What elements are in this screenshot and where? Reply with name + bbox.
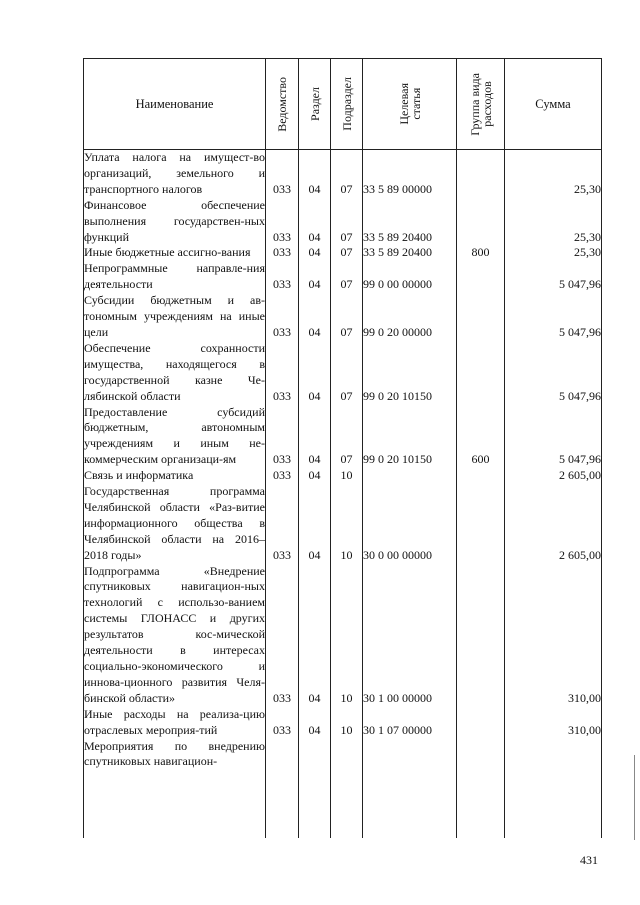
header-subsection: Подраздел [331,59,363,150]
row-sum-cell: 2 605,00 [505,484,602,564]
table-row [84,341,602,405]
row-sum-cell: 5 047,96 [505,261,602,293]
filler-cell [84,770,266,838]
row-sum-cell: 310,00 [505,707,602,739]
budget-table [83,58,602,838]
row-name-cell: Финансовое обеспечение выполнения государствен-ных функций [84,197,265,244]
row-dept-cell: 033 [266,468,299,484]
header-sum: Сумма [505,59,602,150]
row-sum-cell: 5 047,96 [505,341,602,405]
row-name-cell: Уплата налога на имущест-во организаций, земельного и транспортного налогов [84,150,265,196]
row-dept-cell: 033 [266,341,299,405]
row-group-cell: 800 [457,245,505,261]
table-row [84,293,602,341]
row-section-cell: 04 [299,293,331,341]
filler-cell [505,770,602,838]
row-section-cell: 04 [299,405,331,469]
row-target-cell: 30 1 00 00000 [363,564,457,707]
row-subsection-cell: 10 [331,707,363,739]
header-group: Группа вида расходов [457,59,505,150]
row-section-cell: 04 [299,198,331,246]
row-section-cell: 04 [299,468,331,484]
filler-cell [331,770,363,838]
row-dept-cell: 033 [266,261,299,293]
header-target: Целевая статья [363,59,457,150]
row-group-cell [457,261,505,293]
row-sum-cell: 25,30 [505,150,602,198]
row-dept-cell: 033 [266,245,299,261]
table-row [84,739,602,771]
row-subsection-cell: 07 [331,293,363,341]
row-dept-cell: 033 [266,405,299,469]
table-row [84,484,602,564]
table-row [84,198,602,246]
header-name: Наименование [84,59,266,150]
row-sum-cell [505,739,602,771]
row-sum-cell: 2 605,00 [505,468,602,484]
page-number: 431 [580,853,598,867]
row-section-cell [299,739,331,771]
row-section-cell: 04 [299,150,331,198]
filler-cell [363,770,457,838]
row-dept-cell: 033 [266,150,299,198]
row-target-cell: 99 0 20 00000 [363,293,457,341]
margin-mark [634,755,635,840]
table-row [84,468,602,484]
table-header-row [84,59,602,150]
row-group-cell [457,468,505,484]
row-name-cell: Подпрограмма «Внедрение спутниковых навигацион-ных технологий с использо-ванием системы ГЛОНАСС и других результатов кос-мической деятельности в интересах социально-экономического и иннова-ционного развития Челя-бинской области» [84,563,265,705]
row-sum-cell: 5 047,96 [505,405,602,469]
row-subsection-cell: 07 [331,261,363,293]
row-target-cell: 99 0 20 10150 [363,405,457,469]
row-group-cell [457,707,505,739]
row-name-cell: Государственная программа Челябинской области «Раз-витие информационного общества в Челябинской области на 2016–2018 годы» [84,484,265,562]
row-dept-cell [266,739,299,771]
table-row [84,245,602,261]
row-group-cell [457,341,505,405]
table-filler-row [84,770,602,838]
row-section-cell: 04 [299,564,331,707]
row-dept-cell: 033 [266,564,299,707]
row-sum-cell: 310,00 [505,564,602,707]
row-section-cell: 04 [299,245,331,261]
row-section-cell: 04 [299,707,331,739]
table-body [84,150,602,839]
row-target-cell: 99 0 20 10150 [363,341,457,405]
row-sum-cell: 5 047,96 [505,293,602,341]
row-section-cell: 04 [299,261,331,293]
row-subsection-cell: 07 [331,150,363,198]
row-dept-cell: 033 [266,707,299,739]
row-section-cell: 04 [299,484,331,564]
row-subsection-cell: 10 [331,484,363,564]
row-group-cell [457,198,505,246]
table-row [84,564,602,707]
table-row [84,707,602,739]
row-target-cell: 30 0 00 00000 [363,484,457,564]
row-subsection-cell: 07 [331,198,363,246]
row-dept-cell: 033 [266,293,299,341]
filler-cell [266,770,299,838]
row-sum-cell: 25,30 [505,198,602,246]
row-subsection-cell: 10 [331,468,363,484]
row-group-cell [457,150,505,198]
row-subsection-cell: 07 [331,341,363,405]
row-target-cell [363,468,457,484]
row-name-cell: Мероприятия по внедрению спутниковых навигацион- [84,738,265,769]
row-name-cell: Предоставление субсидий бюджетным, автономным учреждениям и иным не-коммерческим организаци-ям [84,404,265,467]
row-group-cell [457,564,505,707]
filler-cell [457,770,505,838]
row-target-cell: 33 5 89 00000 [363,150,457,198]
row-name-cell: Субсидии бюджетным и ав-тономным учреждениям на иные цели [84,293,265,339]
header-section: Раздел [299,59,331,150]
row-name-cell: Обеспечение сохранности имущества, находящегося в государственной казне Че-лябинской области [84,340,265,403]
row-group-cell [457,484,505,564]
row-target-cell: 99 0 00 00000 [363,261,457,293]
row-group-cell [457,293,505,341]
row-name-cell: Иные расходы на реализа-цию отраслевых мероприя-тий [84,706,265,737]
row-name-cell: Связь и информатика [84,468,266,484]
table-row [84,405,602,469]
row-name-cell: Непрограммные направле-ния деятельности [84,261,265,292]
row-subsection-cell: 07 [331,405,363,469]
row-target-cell: 33 5 89 20400 [363,245,457,261]
row-sum-cell: 25,30 [505,245,602,261]
row-subsection-cell: 07 [331,245,363,261]
row-dept-cell: 033 [266,198,299,246]
row-section-cell: 04 [299,341,331,405]
filler-cell [299,770,331,838]
row-dept-cell: 033 [266,484,299,564]
row-target-cell: 33 5 89 20400 [363,198,457,246]
header-dept: Ведомство [266,59,299,150]
row-group-cell [457,739,505,771]
row-target-cell: 30 1 07 00000 [363,707,457,739]
row-target-cell [363,739,457,771]
row-group-cell: 600 [457,405,505,469]
row-name-cell: Иные бюджетные ассигно-вания [84,245,266,261]
table-row [84,261,602,293]
table-row [84,150,602,198]
row-subsection-cell [331,739,363,771]
row-subsection-cell: 10 [331,564,363,707]
